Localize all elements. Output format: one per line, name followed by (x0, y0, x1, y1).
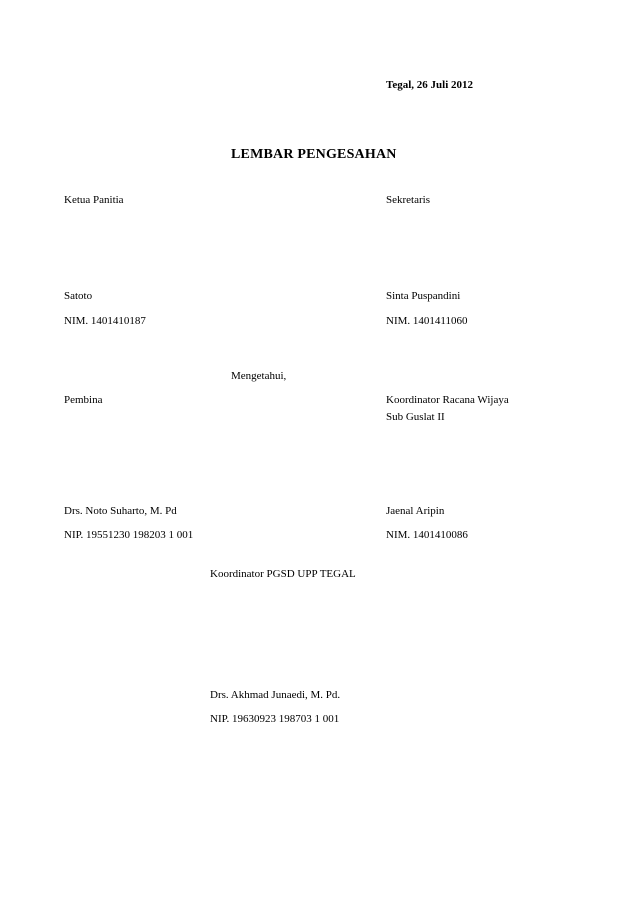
signer-id-ketua: NIM. 1401410187 (64, 315, 146, 327)
signer-name-sekretaris: Sinta Puspandini (386, 290, 461, 302)
role-sekretaris: Sekretaris (386, 194, 430, 206)
role-koordinator-racana-sub: Sub Guslat II (386, 411, 445, 423)
acknowledged-label: Mengetahui, (231, 370, 287, 382)
place-date: Tegal, 26 Juli 2012 (386, 79, 473, 91)
signer-id-pembina: NIP. 19551230 198203 1 001 (64, 529, 194, 541)
page-title: LEMBAR PENGESAHAN (231, 147, 397, 162)
signer-name-pembina: Drs. Noto Suharto, M. Pd (64, 505, 177, 517)
signer-id-sekretaris: NIM. 1401411060 (386, 315, 468, 327)
role-koordinator-racana: Koordinator Racana Wijaya (386, 394, 509, 406)
role-pembina: Pembina (64, 394, 103, 406)
signer-name-koordinator-pgsd: Drs. Akhmad Junaedi, M. Pd. (210, 689, 341, 701)
role-ketua-panitia: Ketua Panitia (64, 194, 124, 206)
role-koordinator-pgsd: Koordinator PGSD UPP TEGAL (210, 568, 356, 580)
signer-id-koordinator-pgsd: NIP. 19630923 198703 1 001 (210, 713, 340, 725)
signer-id-koordinator-racana: NIM. 1401410086 (386, 529, 468, 541)
signer-name-koordinator-racana: Jaenal Aripin (386, 505, 445, 517)
signer-name-ketua: Satoto (64, 290, 93, 302)
